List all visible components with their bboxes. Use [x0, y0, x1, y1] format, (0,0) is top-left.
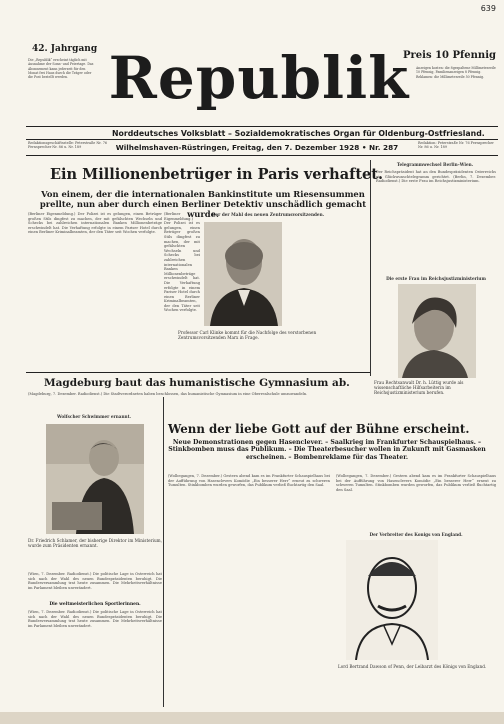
ear-left: Die „Republik“ erscheint täglich mit Ausnahme der Sonn- und Feiertage. Das Abonnement kann jederzeit für den Monat frei Haus durch die Träger oder die Post bestellt werden. — [28, 58, 94, 80]
masthead-subtitle: Norddeutsches Volksblatt – Sozialdemokratisches Organ für Oldenburg-Ostfriesland. — [112, 129, 485, 138]
ear-right: Anzeigen kosten: die 8gespaltene Millimeterzeile 10 Pfennig, Familienanzeigen 8 Pfennig. Reklamen: die Millimeterzeile 50 Pfennig. — [416, 66, 496, 79]
column-rule-right — [370, 160, 371, 376]
photo-title-first-woman: Die erste Frau im Reichsjustizministerium — [386, 276, 486, 281]
masthead-rule-mid — [26, 139, 498, 140]
magdeburg-headline: Magdeburg baut das humanistische Gymnasium ab. — [44, 377, 350, 389]
info-right: Redaktion: Peterstraße Nr. 76 Fernsprecher Nr. 86 u. Nr. 189 — [418, 141, 494, 150]
lead-headline: Ein Millionenbetrüger in Paris verhaftet. — [50, 166, 384, 183]
theater-headline: Wenn der liebe Gott auf der Bühne erscheint. — [168, 422, 470, 436]
masthead-title: Republik — [108, 44, 410, 112]
theater-text-2: (Wolbegangen, 7. Dezember.) Gestern abend kam es im Frankfurter Schauspielhaus bei der Aufführung von Hasenclevers Komödie „Ein besserer Herr“ erneut zu schweren Tumulten. Stinkbomben wurden geworfen, das Publikum verließ fluchtartig den Saal. — [336, 474, 496, 492]
volume-label: 42. Jahrgang — [32, 44, 98, 54]
lead-body-text: (Berliner Eigenmeldung.) Der Polizei ist es gelungen, einen Betrüger großen Stils dingfest zu machen, der mit gefälschten Wechseln und Schecks bei zahlreichen internationalen Banken Millionenbeträge erschwindelt hat. Die Verhaftung erfolgte in einem Pariser Hotel durch einen Berliner Kriminalbeamten, der den Täter seit Wochen verfolgte. — [28, 212, 162, 235]
drawing-dawson — [346, 540, 438, 660]
left-column-subhead: Die weltmeisterlichen Sportlerinnen. — [49, 602, 141, 607]
masthead-rule-top — [26, 126, 498, 127]
photo-caption-luettig: Frau Rechtsanwalt Dr. h. Lüttig wurde als wissenschaftliche Hilfsarbeiterin im Reichsjustizministerium berufen. — [374, 380, 464, 396]
dateline: Wilhelmshaven-Rüstringen, Freitag, den 7. Dezember 1928 • Nr. 287 — [115, 143, 399, 152]
theater-deck: Neue Demonstrationen gegen Hasenclever. – Saalkrieg im Frankfurter Schauspielhaus. – Stinkbomben muss das Publikum. – Die Theaterbesucher wollen in Zukunft mit Gasmasken erscheinen. – Bombenreklame für das Theater. — [168, 439, 486, 461]
section-rule — [26, 372, 370, 373]
portrait-schlamer — [46, 424, 144, 534]
portrait-luettig — [398, 284, 476, 378]
info-left: Redaktionsgeschäftsstelle: Peterstraße Nr. 76 Fernsprecher Nr. 86 u. Nr. 189 — [28, 141, 108, 150]
lead-deck: Von einem, der die internationalen Bankinstitute um Riesensummen prellte, nun aber durch einen Berliner Detektiv unschädlich gemacht wurde. — [39, 189, 367, 219]
column-rule-left — [163, 397, 164, 707]
photo-caption-klinke: Professor Carl Klinke kommt für die Nachfolge des verstorbenen Zentrumsvorsitzenden Marx in Frage. — [178, 330, 317, 341]
photo-caption-dawson: Lord Bertrand Dawson of Penn, der Leibarzt des Königs von England. — [338, 664, 487, 669]
page-number: 639 — [480, 4, 496, 13]
magdeburg-text: (Magdeburg, 7. Dezember. Radiodienst.) Die Stadtverordneten haben beschlossen, das humanistische Gymnasium in eine Oberrealschule umzuwandeln. — [28, 392, 308, 396]
photo-caption-schlamer: Dr. Friedrich Schlamer, der bisherige Direktor im Ministerium, wurde zum Präsidenten ernannt. — [28, 538, 162, 549]
theater-text: (Wolbegangen, 7. Dezember.) Gestern abend kam es im Frankfurter Schauspielhaus bei der Aufführung von Hasenclevers Komödie „Ein besserer Herr“ erneut zu schweren Tumulten. Stinkbomben wurden geworfen, das Publikum verließ fluchtartig den Saal. — [168, 474, 330, 488]
photo-title-schlamer: Wolfscher Schwimmer ernannt. — [57, 414, 131, 419]
left-column-text-2: (Wien, 7. Dezember. Radiodienst.) Die politische Lage in Österreich hat sich nach der Wahl des neuen Bundespräsidenten beruhigt. Die Bundesversammlung trat heute zusammen. Die Mehrheitsverhältnisse im Parlament bleiben unverändert. — [28, 610, 162, 628]
left-column-text-1: (Wien, 7. Dezember. Radiodienst.) Die politische Lage in Österreich hat sich nach der Wahl des neuen Bundespräsidenten beruhigt. Die Bundesversammlung trat heute zusammen. Die Mehrheitsverhältnisse im Parlament bleiben unverändert. — [28, 572, 162, 590]
right-column-text: Der Reichspräsident hat an den Bundespräsidenten Österreichs ein Glückwunschtelegramm gerichtet. (Berlin, 7. Dezember. Radiodienst.) Die erste Frau im Reichsjustizministerium. — [376, 170, 496, 184]
masthead-rule-bottom — [26, 155, 498, 156]
photo-title-zentrum: Der der Mahl des neuen Zentrumsvorsitzenden. — [211, 212, 325, 217]
photo-title-dawson: Der Verbreiter des Konigs von England. — [369, 532, 463, 537]
portrait-klinke — [204, 222, 282, 326]
page-bottom-edge — [0, 712, 504, 724]
lead-body-text-2: (Berliner Eigenmeldung.) Der Polizei ist es gelungen, einen Betrüger großen Stils dingfest zu machen, der mit gefälschten Wechseln und Schecks bei zahlreichen internationalen Banken Millionenbeträge erschwindelt hat. Die Verhaftung erfolgte in einem Pariser Hotel durch einen Berliner Kriminalbeamten, der den Täter seit Wochen verfolgte. — [164, 212, 200, 313]
price-label: Preis 10 Pfennig — [403, 50, 496, 61]
right-column-header: Telegrammwechsel Berlin–Wien. — [396, 162, 474, 167]
